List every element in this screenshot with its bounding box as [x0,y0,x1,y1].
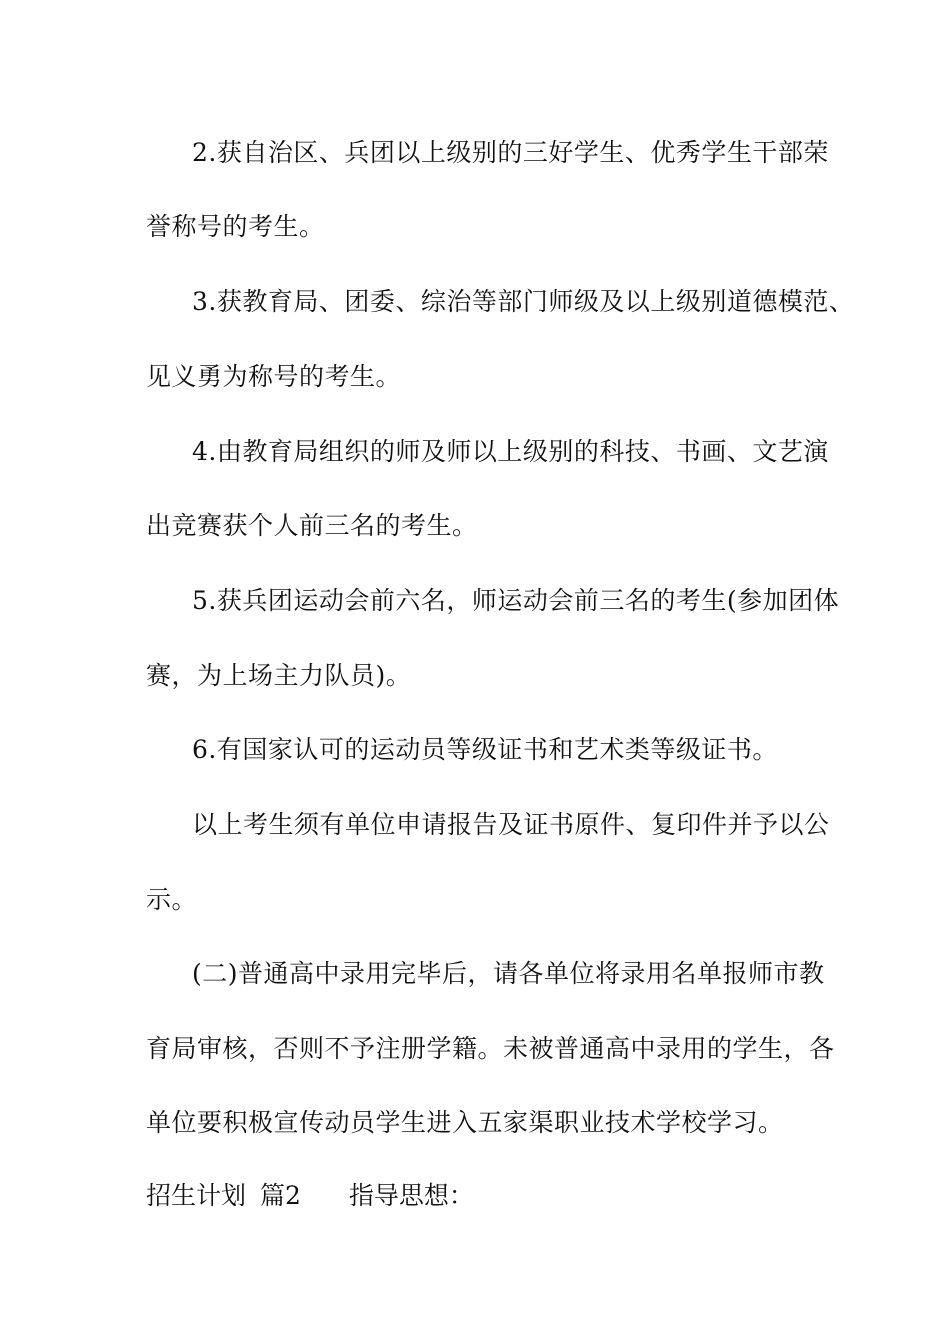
paragraph-6-line-1: 6.有国家认可的运动员等级证书和艺术类等级证书。 [192,735,778,764]
section-subtitle: 指导思想： [348,1181,474,1210]
paragraph-2-line-2: 誉称号的考生。 [146,212,325,241]
paragraph-2-line-1: 2.获自治区、兵团以上级别的三好学生、优秀学生干部荣 [192,138,829,167]
paragraph-note-line-1: 以上考生须有单位申请报告及证书原件、复印件并予以公 [192,810,830,839]
paragraph-4-line-2: 出竞赛获个人前三名的考生。 [146,511,478,540]
paragraph-3-line-1: 3.获教育局、团委、综治等部门师级及以上级别道德模范、 [192,287,855,316]
paragraph-5-line-2: 赛，为上场主力队员)。 [146,661,412,690]
paragraph-er-line-2: 育局审核，否则不予注册学籍。未被普通高中录用的学生，各 [146,1034,835,1063]
paragraph-4-line-1: 4.由教育局组织的师及师以上级别的科技、书画、文艺演 [192,437,829,466]
section-heading [146,1180,474,1212]
paragraph-er-line-1: (二)普通高中录用完毕后，请各单位将录用名单报师市教 [192,959,825,988]
paragraph-note-line-2: 示。 [146,885,198,914]
paragraph-er-line-3: 单位要积极宣传动员学生进入五家渠职业技术学校学习。 [146,1108,784,1137]
section-number: 篇2 [260,1181,301,1210]
section-title: 招生计划 [146,1181,247,1210]
paragraph-5-line-1: 5.获兵团运动会前六名，师运动会前三名的考生(参加团体 [192,586,840,615]
paragraph-3-line-2: 见义勇为称号的考生。 [146,362,402,391]
